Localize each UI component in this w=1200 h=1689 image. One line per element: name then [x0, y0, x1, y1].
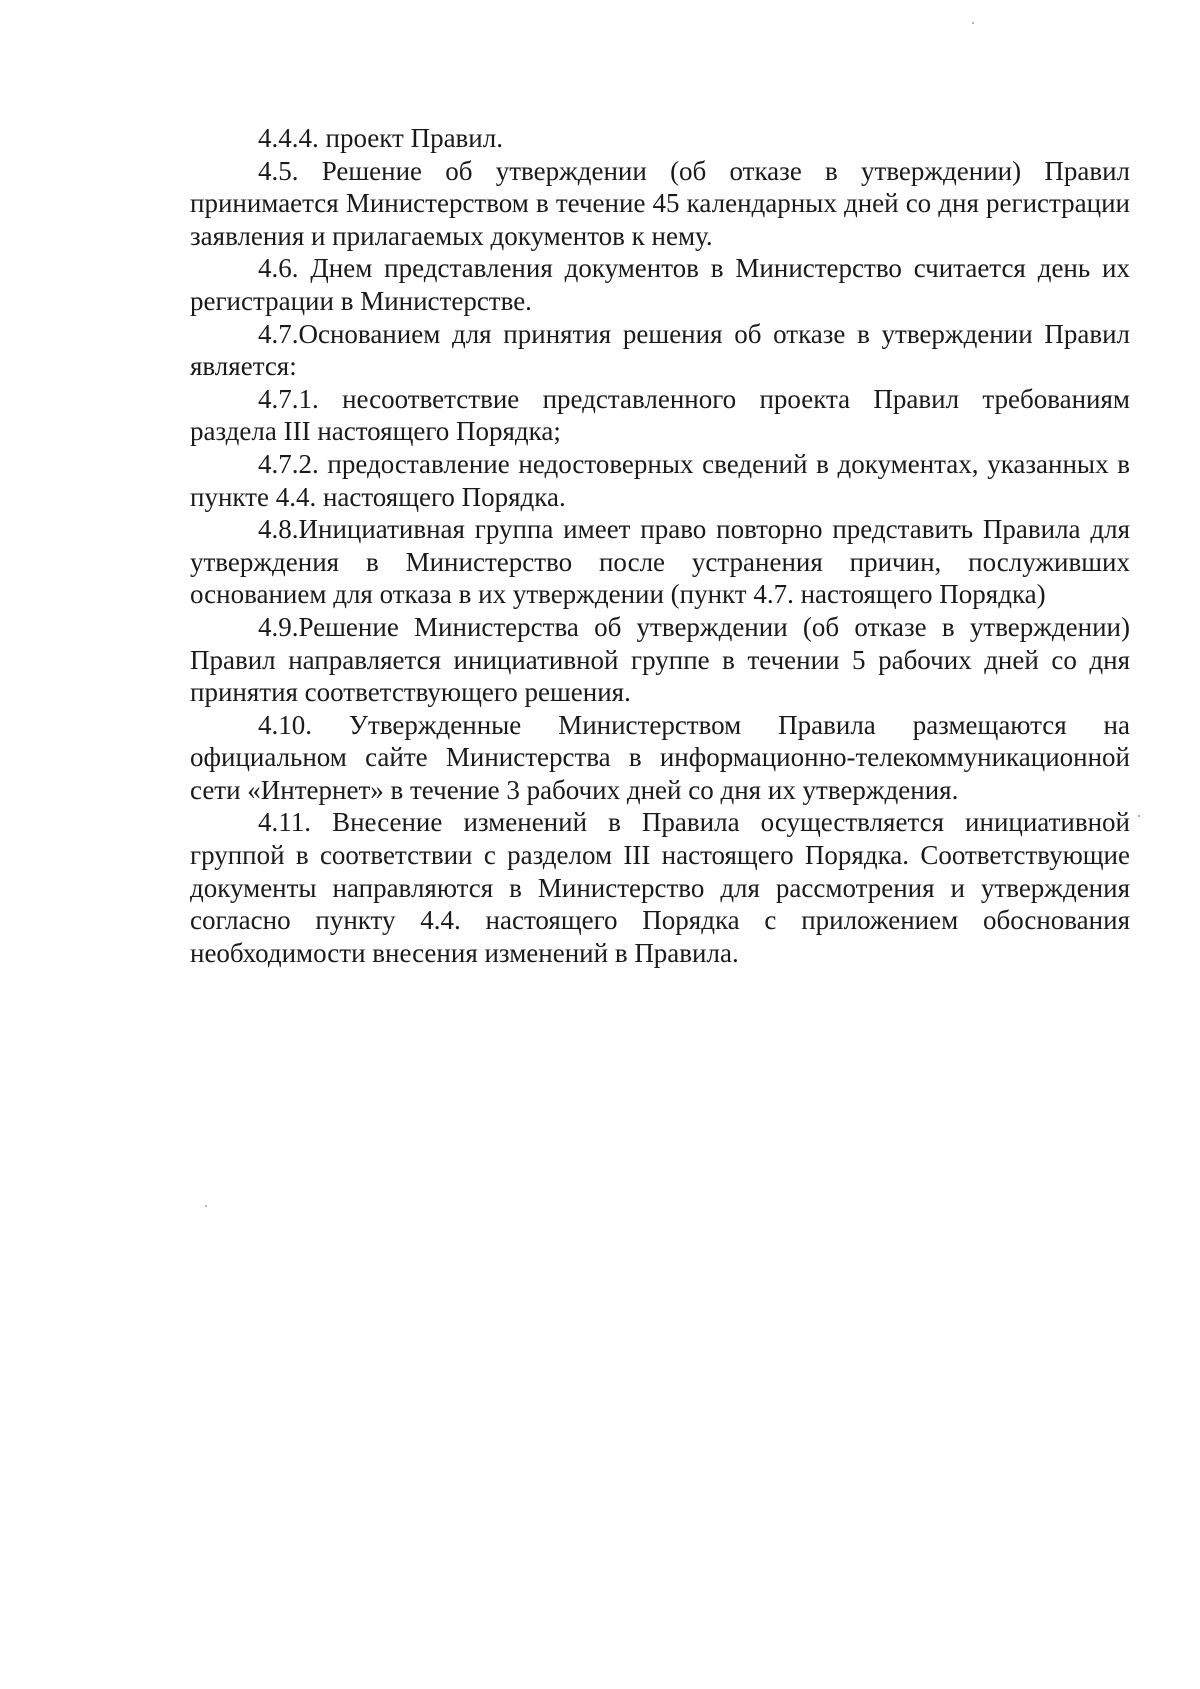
scan-speck: [1138, 815, 1140, 817]
paragraph-4-8: 4.8.Инициативная группа имеет право повторно представить Правила для утверждения в Министерство после устранения причин, послуживших основанием для отказа в их утверждении (пункт 4.7. настоящего Порядка): [190, 514, 1130, 610]
paragraph-4-7-1: 4.7.1. несоответствие представленного проекта Правил требованиям раздела III настоящего Порядка;: [190, 383, 1130, 447]
paragraph-4-7: 4.7.Основанием для принятия решения об отказе в утверждении Правил является:: [190, 318, 1130, 382]
paragraph-4-11: 4.11. Внесение изменений в Правила осуществляется инициативной группой в соответствии с разделом III настоящего Порядка. Соответствующие документы направляются в Министерство для рассмотрения и утверждения согласно пункту 4.4. настоящего Порядка с приложением обоснования необходимости внесения изменений в Правила.: [190, 807, 1130, 968]
paragraph-4-9: 4.9.Решение Министерства об утверждении (об отказе в утверждении) Правил направляется инициативной группе в течении 5 рабочих дней со дня принятия соответствующего решения.: [190, 611, 1130, 708]
paragraph-4-10: 4.10. Утвержденные Министерством Правила размещаются на официальном сайте Министерства в информационно-телекоммуникационной сети «Интернет» в течение 3 рабочих дней со дня их утверждения.: [190, 709, 1130, 805]
scan-speck: [205, 1205, 207, 1207]
paragraph-4-5: 4.5. Решение об утверждении (об отказе в утверждении) Правил принимается Министерством в течение 45 календарных дней со дня регистрации заявления и прилагаемых документов к нему.: [190, 155, 1130, 251]
document-body: [190, 122, 1130, 969]
paragraph-4-6: 4.6. Днем представления документов в Министерство считается день их регистрации в Министерстве.: [190, 253, 1130, 316]
scan-speck: [972, 22, 974, 24]
paragraph-4-4-4: 4.4.4. проект Правил.: [258, 123, 503, 153]
paragraph-4-7-2: 4.7.2. предоставление недостоверных сведений в документах, указанных в пункте 4.4. настоящего Порядка.: [190, 448, 1130, 512]
